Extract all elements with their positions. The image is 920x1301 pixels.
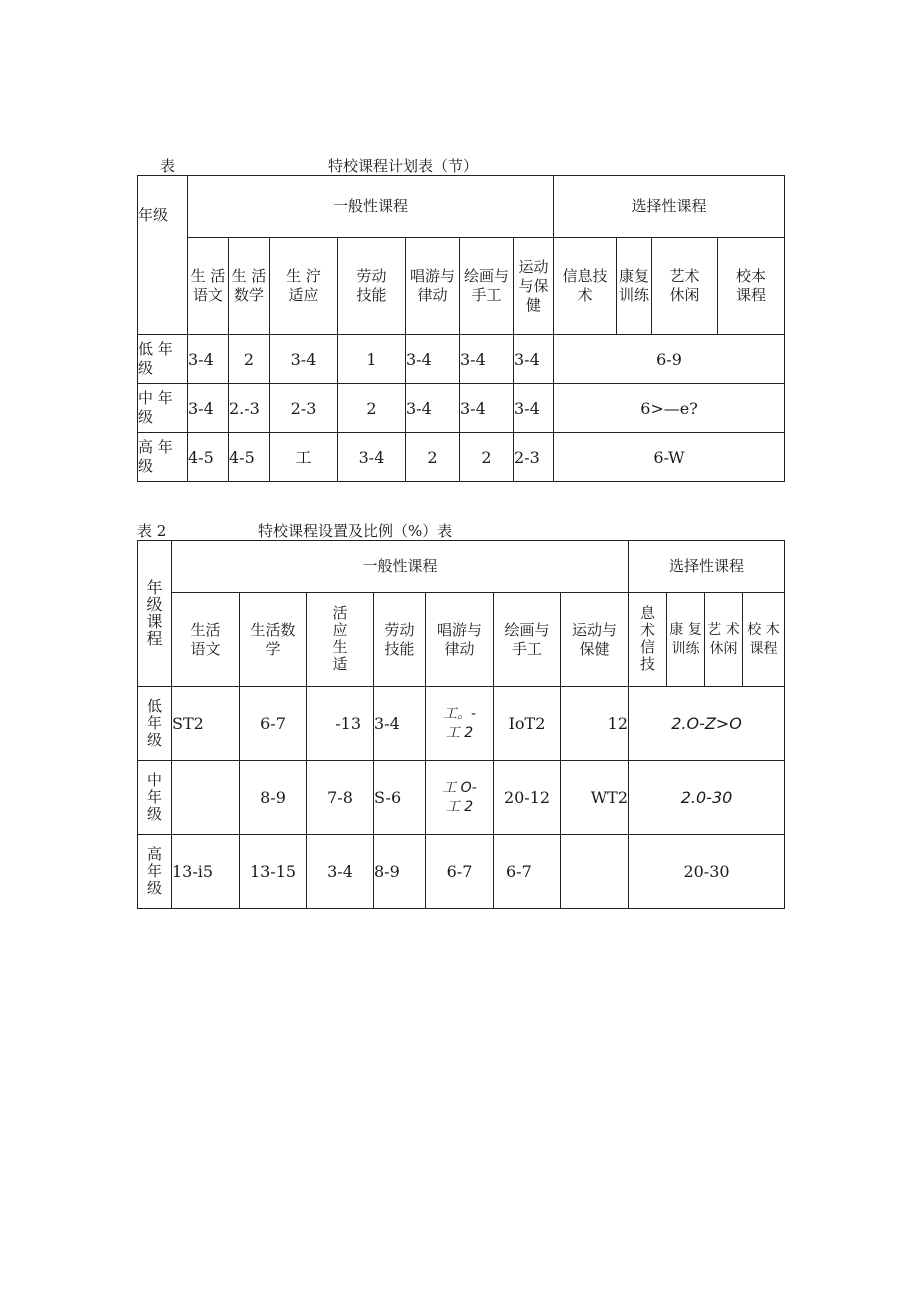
table2-caption-prefix: 表 2 — [137, 522, 167, 540]
cell-value: 3-4 — [406, 384, 460, 433]
cell-value: 2 — [406, 433, 460, 482]
grade-label: 中 年级 — [138, 384, 188, 433]
subject-header-text: 息术信技 — [639, 604, 655, 673]
cell-value: 3-4 — [514, 335, 554, 384]
cell-value: 6-7 — [240, 687, 307, 761]
grade-label: 高 年级 — [138, 433, 188, 482]
elective-value: 6-9 — [554, 335, 785, 384]
cell-value: 工。-工 2 — [426, 687, 494, 761]
elective-course-header: 选择性课程 — [629, 541, 785, 593]
grade-label-text: 中年级 — [146, 770, 162, 823]
cell-value: 工 O-工 2 — [426, 761, 494, 835]
general-course-header: 一般性课程 — [188, 176, 554, 238]
subject-header — [629, 593, 667, 687]
subject-header: 唱游与律动 — [406, 238, 460, 335]
cell-value: 1 — [338, 335, 406, 384]
elective-value: 6-W — [554, 433, 785, 482]
cell-value: IoT2 — [494, 687, 561, 761]
grade-header-text: 年级课程 — [146, 577, 163, 648]
cell-value: 13-i5 — [172, 835, 240, 909]
cell-value: 8-9 — [240, 761, 307, 835]
grade-header: 年级 — [138, 176, 188, 335]
subject-header: 绘画与手工 — [460, 238, 514, 335]
cell-value: 4-5 — [188, 433, 229, 482]
subject-header: 运动与保健 — [561, 593, 629, 687]
table-row — [138, 687, 785, 761]
subject-header — [307, 593, 374, 687]
elective-value: 6>—e? — [554, 384, 785, 433]
cell-value: WT2 — [561, 761, 629, 835]
elective-value: 2.0-30 — [629, 761, 785, 835]
cell-value: 3-4 — [338, 433, 406, 482]
grade-label: 低 年级 — [138, 335, 188, 384]
subject-header: 生 活数学 — [229, 238, 270, 335]
cell-value: 20-12 — [494, 761, 561, 835]
subject-header: 校 木课程 — [743, 593, 785, 687]
table-row — [138, 761, 785, 835]
cell-value: 2 — [460, 433, 514, 482]
subject-header: 生活数学 — [240, 593, 307, 687]
cell-value: 4-5 — [229, 433, 270, 482]
cell-value: 2.-3 — [229, 384, 270, 433]
table-row — [138, 335, 785, 384]
subject-header: 艺术休闲 — [652, 238, 718, 335]
subject-header: 劳动技能 — [374, 593, 426, 687]
subject-header: 运动与保健 — [514, 238, 554, 335]
cell-value: 3-4 — [460, 335, 514, 384]
cell-value — [561, 835, 629, 909]
subject-header: 信息技术 — [554, 238, 617, 335]
cell-value: 3-4 — [406, 335, 460, 384]
table-row — [138, 835, 785, 909]
cell-value: 工 — [270, 433, 338, 482]
course-ratio-table — [137, 540, 785, 909]
grade-label — [138, 761, 172, 835]
table1-caption-prefix: 表 — [160, 157, 176, 175]
elective-value: 2.O-Z>O — [629, 687, 785, 761]
cell-value: 6-7 — [426, 835, 494, 909]
subject-header: 康复训练 — [617, 238, 652, 335]
subject-header: 生 活语文 — [188, 238, 229, 335]
cell-value: 2-3 — [514, 433, 554, 482]
table-row — [138, 384, 785, 433]
table2-caption-title: 特校课程设置及比例（%）表 — [258, 522, 453, 540]
cell-value: S-6 — [374, 761, 426, 835]
grade-label — [138, 687, 172, 761]
cell-value: 3-4 — [270, 335, 338, 384]
table-row — [138, 433, 785, 482]
subject-header: 艺 术休闲 — [705, 593, 743, 687]
cell-value: 3-4 — [188, 384, 229, 433]
cell-value: 6-7 — [494, 835, 561, 909]
grade-label-text: 高年级 — [146, 844, 162, 897]
cell-value: 13-15 — [240, 835, 307, 909]
course-plan-table — [137, 175, 785, 482]
cell-value: 3-4 — [374, 687, 426, 761]
cell-value: 2 — [338, 384, 406, 433]
cell-value: 2-3 — [270, 384, 338, 433]
cell-value: 3-4 — [460, 384, 514, 433]
subject-header: 劳动技能 — [338, 238, 406, 335]
cell-value: ST2 — [172, 687, 240, 761]
subject-header: 康 复训练 — [667, 593, 705, 687]
subject-header: 生活语文 — [172, 593, 240, 687]
cell-value: 7-8 — [307, 761, 374, 835]
elective-course-header: 选择性课程 — [554, 176, 785, 238]
cell-value: 3-4 — [307, 835, 374, 909]
subject-header: 绘画与手工 — [494, 593, 561, 687]
cell-value: 2 — [229, 335, 270, 384]
elective-value: 20-30 — [629, 835, 785, 909]
cell-value — [172, 761, 240, 835]
cell-value: 12 — [561, 687, 629, 761]
subject-header-text: 活应生适 — [332, 604, 348, 673]
grade-header — [138, 541, 172, 687]
grade-label — [138, 835, 172, 909]
subject-header: 生 泞 适应 — [270, 238, 338, 335]
cell-value: 3-4 — [514, 384, 554, 433]
grade-label-text: 低年级 — [146, 696, 162, 749]
cell-value: 8-9 — [374, 835, 426, 909]
cell-value: -13 — [307, 687, 374, 761]
subject-header: 唱游与律动 — [426, 593, 494, 687]
subject-header: 校本课程 — [718, 238, 785, 335]
general-course-header: 一般性课程 — [172, 541, 629, 593]
table1-caption-title: 特校课程计划表（节） — [328, 157, 479, 175]
cell-value: 3-4 — [188, 335, 229, 384]
